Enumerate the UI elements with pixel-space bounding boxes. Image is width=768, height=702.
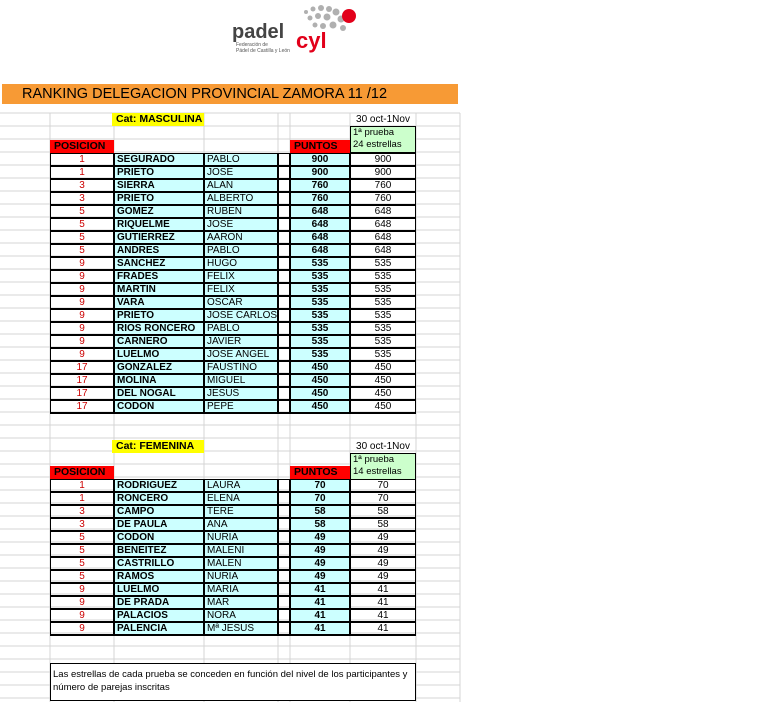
category-masculina: Cat: MASCULINA bbox=[112, 113, 204, 126]
position-cell: 5 bbox=[50, 557, 114, 570]
first-name-cell: JOSE CARLOS bbox=[204, 309, 278, 322]
position-cell: 3 bbox=[50, 192, 114, 205]
position-cell: 17 bbox=[50, 361, 114, 374]
position-cell: 1 bbox=[50, 492, 114, 505]
prueba-points-cell: 648 bbox=[350, 218, 416, 231]
position-cell: 5 bbox=[50, 218, 114, 231]
spacer-cell bbox=[278, 322, 290, 335]
surname-cell: SEGURADO bbox=[114, 153, 204, 166]
prueba-points-cell: 450 bbox=[350, 400, 416, 413]
position-cell: 9 bbox=[50, 309, 114, 322]
points-cell: 900 bbox=[290, 153, 350, 166]
position-cell: 9 bbox=[50, 348, 114, 361]
surname-cell: PRIETO bbox=[114, 166, 204, 179]
spacer-cell bbox=[278, 492, 290, 505]
header-puntos-femenina: PUNTOS bbox=[290, 466, 350, 479]
prueba-points-cell: 535 bbox=[350, 309, 416, 322]
position-cell: 17 bbox=[50, 374, 114, 387]
spacer-cell bbox=[278, 505, 290, 518]
position-cell: 5 bbox=[50, 570, 114, 583]
position-cell: 9 bbox=[50, 257, 114, 270]
first-name-cell: MAR bbox=[204, 596, 278, 609]
prueba-points-cell: 535 bbox=[350, 335, 416, 348]
points-cell: 535 bbox=[290, 257, 350, 270]
first-name-cell: PABLO bbox=[204, 153, 278, 166]
header-puntos-masculina: PUNTOS bbox=[290, 140, 350, 153]
svg-text:cyl: cyl bbox=[296, 28, 327, 53]
spacer-cell bbox=[278, 479, 290, 492]
first-name-cell: NURIA bbox=[204, 531, 278, 544]
surname-cell: PRIETO bbox=[114, 192, 204, 205]
prueba-masculina: 1ª prueba 24 estrellas bbox=[350, 126, 416, 153]
position-cell: 5 bbox=[50, 244, 114, 257]
points-cell: 41 bbox=[290, 622, 350, 635]
surname-cell: VARA bbox=[114, 296, 204, 309]
spacer-cell bbox=[278, 166, 290, 179]
surname-cell: LUELMO bbox=[114, 583, 204, 596]
surname-cell: SANCHEZ bbox=[114, 257, 204, 270]
category-femenina: Cat: FEMENINA bbox=[112, 440, 204, 453]
first-name-cell: MALEN bbox=[204, 557, 278, 570]
position-cell: 1 bbox=[50, 153, 114, 166]
position-cell: 9 bbox=[50, 270, 114, 283]
spacer-cell bbox=[278, 218, 290, 231]
date-femenina: 30 oct-1Nov bbox=[356, 441, 410, 452]
surname-cell: CASTRILLO bbox=[114, 557, 204, 570]
surname-cell: SIERRA bbox=[114, 179, 204, 192]
spacer-cell bbox=[278, 387, 290, 400]
points-cell: 450 bbox=[290, 361, 350, 374]
spacer-cell bbox=[278, 296, 290, 309]
spacer-cell bbox=[278, 179, 290, 192]
points-cell: 535 bbox=[290, 322, 350, 335]
prueba-points-cell: 535 bbox=[350, 322, 416, 335]
points-cell: 450 bbox=[290, 400, 350, 413]
spacer-cell bbox=[278, 270, 290, 283]
surname-cell: MOLINA bbox=[114, 374, 204, 387]
position-cell: 3 bbox=[50, 505, 114, 518]
surname-cell: CARNERO bbox=[114, 335, 204, 348]
surname-cell: PALACIOS bbox=[114, 609, 204, 622]
position-cell: 9 bbox=[50, 283, 114, 296]
spacer-cell bbox=[278, 231, 290, 244]
prueba-points-cell: 535 bbox=[350, 283, 416, 296]
points-cell: 535 bbox=[290, 296, 350, 309]
position-cell: 9 bbox=[50, 335, 114, 348]
position-cell: 9 bbox=[50, 322, 114, 335]
position-cell: 17 bbox=[50, 387, 114, 400]
surname-cell: PRIETO bbox=[114, 309, 204, 322]
prueba-points-cell: 49 bbox=[350, 531, 416, 544]
first-name-cell: MARIA bbox=[204, 583, 278, 596]
prueba-points-cell: 648 bbox=[350, 231, 416, 244]
points-cell: 49 bbox=[290, 544, 350, 557]
position-cell: 9 bbox=[50, 296, 114, 309]
surname-cell: BENEITEZ bbox=[114, 544, 204, 557]
first-name-cell: MALENI bbox=[204, 544, 278, 557]
spacer-cell bbox=[278, 361, 290, 374]
spacer-cell bbox=[278, 309, 290, 322]
first-name-cell: LAURA bbox=[204, 479, 278, 492]
first-name-cell: HUGO bbox=[204, 257, 278, 270]
prueba-points-cell: 41 bbox=[350, 609, 416, 622]
position-cell: 5 bbox=[50, 531, 114, 544]
points-cell: 648 bbox=[290, 244, 350, 257]
surname-cell: DE PRADA bbox=[114, 596, 204, 609]
header-posicion-masculina: POSICION bbox=[50, 140, 114, 153]
position-cell: 9 bbox=[50, 609, 114, 622]
points-cell: 58 bbox=[290, 505, 350, 518]
first-name-cell: AARON bbox=[204, 231, 278, 244]
first-name-cell: ALAN bbox=[204, 179, 278, 192]
prueba-points-cell: 648 bbox=[350, 244, 416, 257]
prueba-points-cell: 535 bbox=[350, 270, 416, 283]
surname-cell: FRADES bbox=[114, 270, 204, 283]
points-cell: 58 bbox=[290, 518, 350, 531]
points-cell: 70 bbox=[290, 492, 350, 505]
first-name-cell: OSCAR bbox=[204, 296, 278, 309]
first-name-cell: MIGUEL bbox=[204, 374, 278, 387]
points-cell: 70 bbox=[290, 479, 350, 492]
prueba-points-cell: 535 bbox=[350, 257, 416, 270]
first-name-cell: TERE bbox=[204, 505, 278, 518]
surname-cell: RAMOS bbox=[114, 570, 204, 583]
prueba-points-cell: 450 bbox=[350, 374, 416, 387]
position-cell: 5 bbox=[50, 231, 114, 244]
prueba-points-cell: 41 bbox=[350, 583, 416, 596]
surname-cell: PALENCIA bbox=[114, 622, 204, 635]
spacer-cell bbox=[278, 544, 290, 557]
spacer-cell bbox=[278, 400, 290, 413]
first-name-cell: NORA bbox=[204, 609, 278, 622]
first-name-cell: PABLO bbox=[204, 322, 278, 335]
position-cell: 9 bbox=[50, 583, 114, 596]
svg-text:Federación de: Federación de bbox=[236, 42, 268, 48]
surname-cell: RIOS RONCERO bbox=[114, 322, 204, 335]
first-name-cell: FELIX bbox=[204, 283, 278, 296]
first-name-cell: JOSE bbox=[204, 166, 278, 179]
position-cell: 5 bbox=[50, 205, 114, 218]
points-cell: 648 bbox=[290, 205, 350, 218]
surname-cell: CODON bbox=[114, 400, 204, 413]
first-name-cell: ANA bbox=[204, 518, 278, 531]
prueba-points-cell: 760 bbox=[350, 192, 416, 205]
position-cell: 17 bbox=[50, 400, 114, 413]
spacer-cell bbox=[278, 518, 290, 531]
first-name-cell: Mª JESUS bbox=[204, 622, 278, 635]
prueba-femenina: 1ª prueba 14 estrellas bbox=[350, 453, 416, 480]
surname-cell: LUELMO bbox=[114, 348, 204, 361]
surname-cell: ANDRES bbox=[114, 244, 204, 257]
first-name-cell: JAVIER bbox=[204, 335, 278, 348]
prueba-points-cell: 58 bbox=[350, 505, 416, 518]
stars-note: Las estrellas de cada prueba se conceden en función del nivel de los participantes y número de parejas inscritas bbox=[50, 663, 416, 701]
first-name-cell: RUBEN bbox=[204, 205, 278, 218]
points-cell: 450 bbox=[290, 387, 350, 400]
spacer-cell bbox=[278, 153, 290, 166]
svg-text:Pádel de Castilla y León: Pádel de Castilla y León bbox=[236, 48, 290, 54]
prueba-points-cell: 900 bbox=[350, 153, 416, 166]
prueba-points-cell: 58 bbox=[350, 518, 416, 531]
points-cell: 49 bbox=[290, 570, 350, 583]
prueba-points-cell: 900 bbox=[350, 166, 416, 179]
spacer-cell bbox=[278, 205, 290, 218]
first-name-cell: PEPE bbox=[204, 400, 278, 413]
prueba-points-cell: 648 bbox=[350, 205, 416, 218]
points-cell: 41 bbox=[290, 583, 350, 596]
padel-cyl-logo bbox=[206, 0, 360, 68]
header-posicion-femenina: POSICION bbox=[50, 466, 114, 479]
prueba-points-cell: 49 bbox=[350, 544, 416, 557]
spacer-cell bbox=[278, 192, 290, 205]
points-cell: 535 bbox=[290, 335, 350, 348]
prueba-points-cell: 760 bbox=[350, 179, 416, 192]
points-cell: 535 bbox=[290, 283, 350, 296]
surname-cell: GOMEZ bbox=[114, 205, 204, 218]
points-cell: 760 bbox=[290, 192, 350, 205]
prueba-points-cell: 49 bbox=[350, 557, 416, 570]
surname-cell: RIQUELME bbox=[114, 218, 204, 231]
first-name-cell: ALBERTO bbox=[204, 192, 278, 205]
prueba-points-cell: 535 bbox=[350, 348, 416, 361]
position-cell: 3 bbox=[50, 518, 114, 531]
points-cell: 648 bbox=[290, 218, 350, 231]
points-cell: 535 bbox=[290, 309, 350, 322]
prueba-points-cell: 70 bbox=[350, 492, 416, 505]
position-cell: 1 bbox=[50, 479, 114, 492]
date-masculina: 30 oct-1Nov bbox=[356, 114, 410, 125]
spacer-cell bbox=[278, 348, 290, 361]
surname-cell: RODRIGUEZ bbox=[114, 479, 204, 492]
prueba-points-cell: 41 bbox=[350, 622, 416, 635]
first-name-cell: JOSE ANGEL bbox=[204, 348, 278, 361]
prueba-points-cell: 450 bbox=[350, 361, 416, 374]
points-cell: 41 bbox=[290, 609, 350, 622]
position-cell: 9 bbox=[50, 622, 114, 635]
spacer-cell bbox=[278, 570, 290, 583]
first-name-cell: FAUSTINO bbox=[204, 361, 278, 374]
spacer-cell bbox=[278, 557, 290, 570]
prueba-points-cell: 450 bbox=[350, 387, 416, 400]
first-name-cell: JOSE bbox=[204, 218, 278, 231]
first-name-cell: NURIA bbox=[204, 570, 278, 583]
ranking-title: RANKING DELEGACION PROVINCIAL ZAMORA 11 /12 bbox=[2, 84, 458, 104]
spacer-cell bbox=[278, 374, 290, 387]
points-cell: 648 bbox=[290, 231, 350, 244]
first-name-cell: JESUS bbox=[204, 387, 278, 400]
position-cell: 3 bbox=[50, 179, 114, 192]
position-cell: 1 bbox=[50, 166, 114, 179]
spacer-cell bbox=[278, 244, 290, 257]
points-cell: 450 bbox=[290, 374, 350, 387]
points-cell: 535 bbox=[290, 270, 350, 283]
prueba-points-cell: 70 bbox=[350, 479, 416, 492]
points-cell: 41 bbox=[290, 596, 350, 609]
spacer-cell bbox=[278, 583, 290, 596]
surname-cell: DE PAULA bbox=[114, 518, 204, 531]
first-name-cell: PABLO bbox=[204, 244, 278, 257]
spacer-cell bbox=[278, 283, 290, 296]
spacer-cell bbox=[278, 531, 290, 544]
surname-cell: RONCERO bbox=[114, 492, 204, 505]
surname-cell: GONZALEZ bbox=[114, 361, 204, 374]
first-name-cell: FELIX bbox=[204, 270, 278, 283]
surname-cell: CODON bbox=[114, 531, 204, 544]
spacer-cell bbox=[278, 609, 290, 622]
prueba-points-cell: 535 bbox=[350, 296, 416, 309]
points-cell: 49 bbox=[290, 557, 350, 570]
points-cell: 49 bbox=[290, 531, 350, 544]
surname-cell: CAMPO bbox=[114, 505, 204, 518]
points-cell: 760 bbox=[290, 179, 350, 192]
spacer-cell bbox=[278, 335, 290, 348]
position-cell: 9 bbox=[50, 596, 114, 609]
svg-text:padel: padel bbox=[232, 21, 285, 43]
surname-cell: GUTIERREZ bbox=[114, 231, 204, 244]
points-cell: 535 bbox=[290, 348, 350, 361]
spacer-cell bbox=[278, 257, 290, 270]
position-cell: 5 bbox=[50, 544, 114, 557]
spacer-cell bbox=[278, 622, 290, 635]
surname-cell: MARTIN bbox=[114, 283, 204, 296]
prueba-points-cell: 49 bbox=[350, 570, 416, 583]
spacer-cell bbox=[278, 596, 290, 609]
surname-cell: DEL NOGAL bbox=[114, 387, 204, 400]
points-cell: 900 bbox=[290, 166, 350, 179]
prueba-points-cell: 41 bbox=[350, 596, 416, 609]
first-name-cell: ELENA bbox=[204, 492, 278, 505]
